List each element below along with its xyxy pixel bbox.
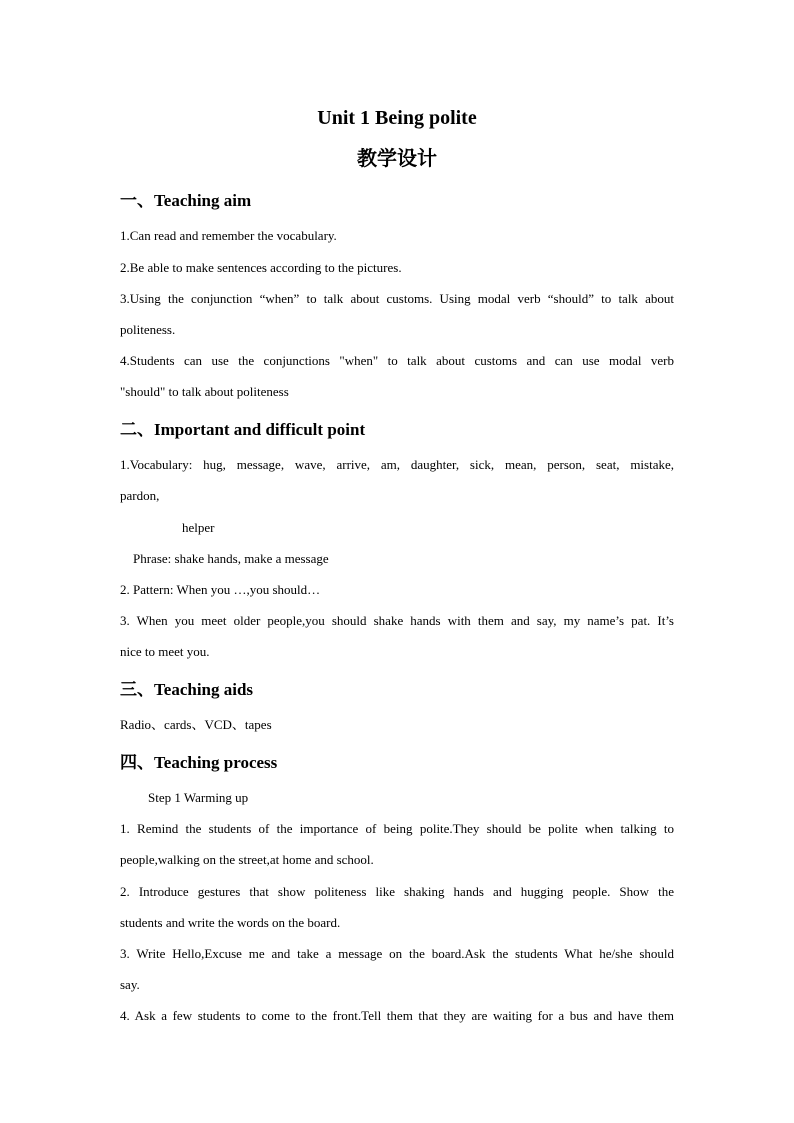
section-heading-teaching-aids: 三、Teaching aids <box>120 680 254 699</box>
paragraph-line: say. <box>120 977 140 992</box>
paragraph-line: 3. When you meet older people,you should shake hands with them and say, my name’s pat. It’s <box>120 613 674 628</box>
paragraph-line: 4.Students can use the conjunctions "when" to talk about customs and can use modal verb <box>120 353 674 368</box>
section-heading-important-difficult-point: 二、Important and difficult point <box>120 420 366 439</box>
paragraph-line: 4. Ask a few students to come to the front.Tell them that they are waiting for a bus and have them <box>120 1008 674 1023</box>
paragraph-line: students and write the words on the board. <box>120 915 341 930</box>
section-heading-teaching-aim: 一、Teaching aim <box>120 191 252 210</box>
document-title: Unit 1 Being polite <box>317 107 477 129</box>
paragraph-line: Radio、cards、VCD、tapes <box>120 717 272 732</box>
paragraph-line: people,walking on the street,at home and school. <box>120 852 374 867</box>
paragraph-line: nice to meet you. <box>120 644 210 659</box>
paragraph-line: Phrase: shake hands, make a message <box>133 551 329 566</box>
paragraph-line: pardon, <box>120 488 160 503</box>
paragraph-line: 1.Can read and remember the vocabulary. <box>120 228 337 243</box>
document-subtitle: 教学设计 <box>357 148 437 170</box>
step-heading: Step 1 Warming up <box>148 790 249 805</box>
paragraph-line: 3.Using the conjunction “when” to talk about customs. Using modal verb “should” to talk about <box>120 291 674 306</box>
section-heading-teaching-process: 四、Teaching process <box>120 753 278 772</box>
paragraph-line: politeness. <box>120 322 176 337</box>
paragraph-line: helper <box>182 520 215 535</box>
paragraph-line: 2.Be able to make sentences according to the pictures. <box>120 260 402 275</box>
paragraph-line: 1. Remind the students of the importance of being polite.They should be polite when talking to <box>120 821 674 836</box>
paragraph-line: 1.Vocabulary: hug, message, wave, arrive, am, daughter, sick, mean, person, seat, mistake, <box>120 457 674 472</box>
paragraph-line: 2. Pattern: When you …,you should… <box>120 582 321 597</box>
paragraph-line: 3. Write Hello,Excuse me and take a message on the board.Ask the students What he/she should <box>120 946 674 961</box>
paragraph-line: "should" to talk about politeness <box>120 384 289 399</box>
paragraph-line: 2. Introduce gestures that show politeness like shaking hands and hugging people. Show the <box>120 884 674 899</box>
